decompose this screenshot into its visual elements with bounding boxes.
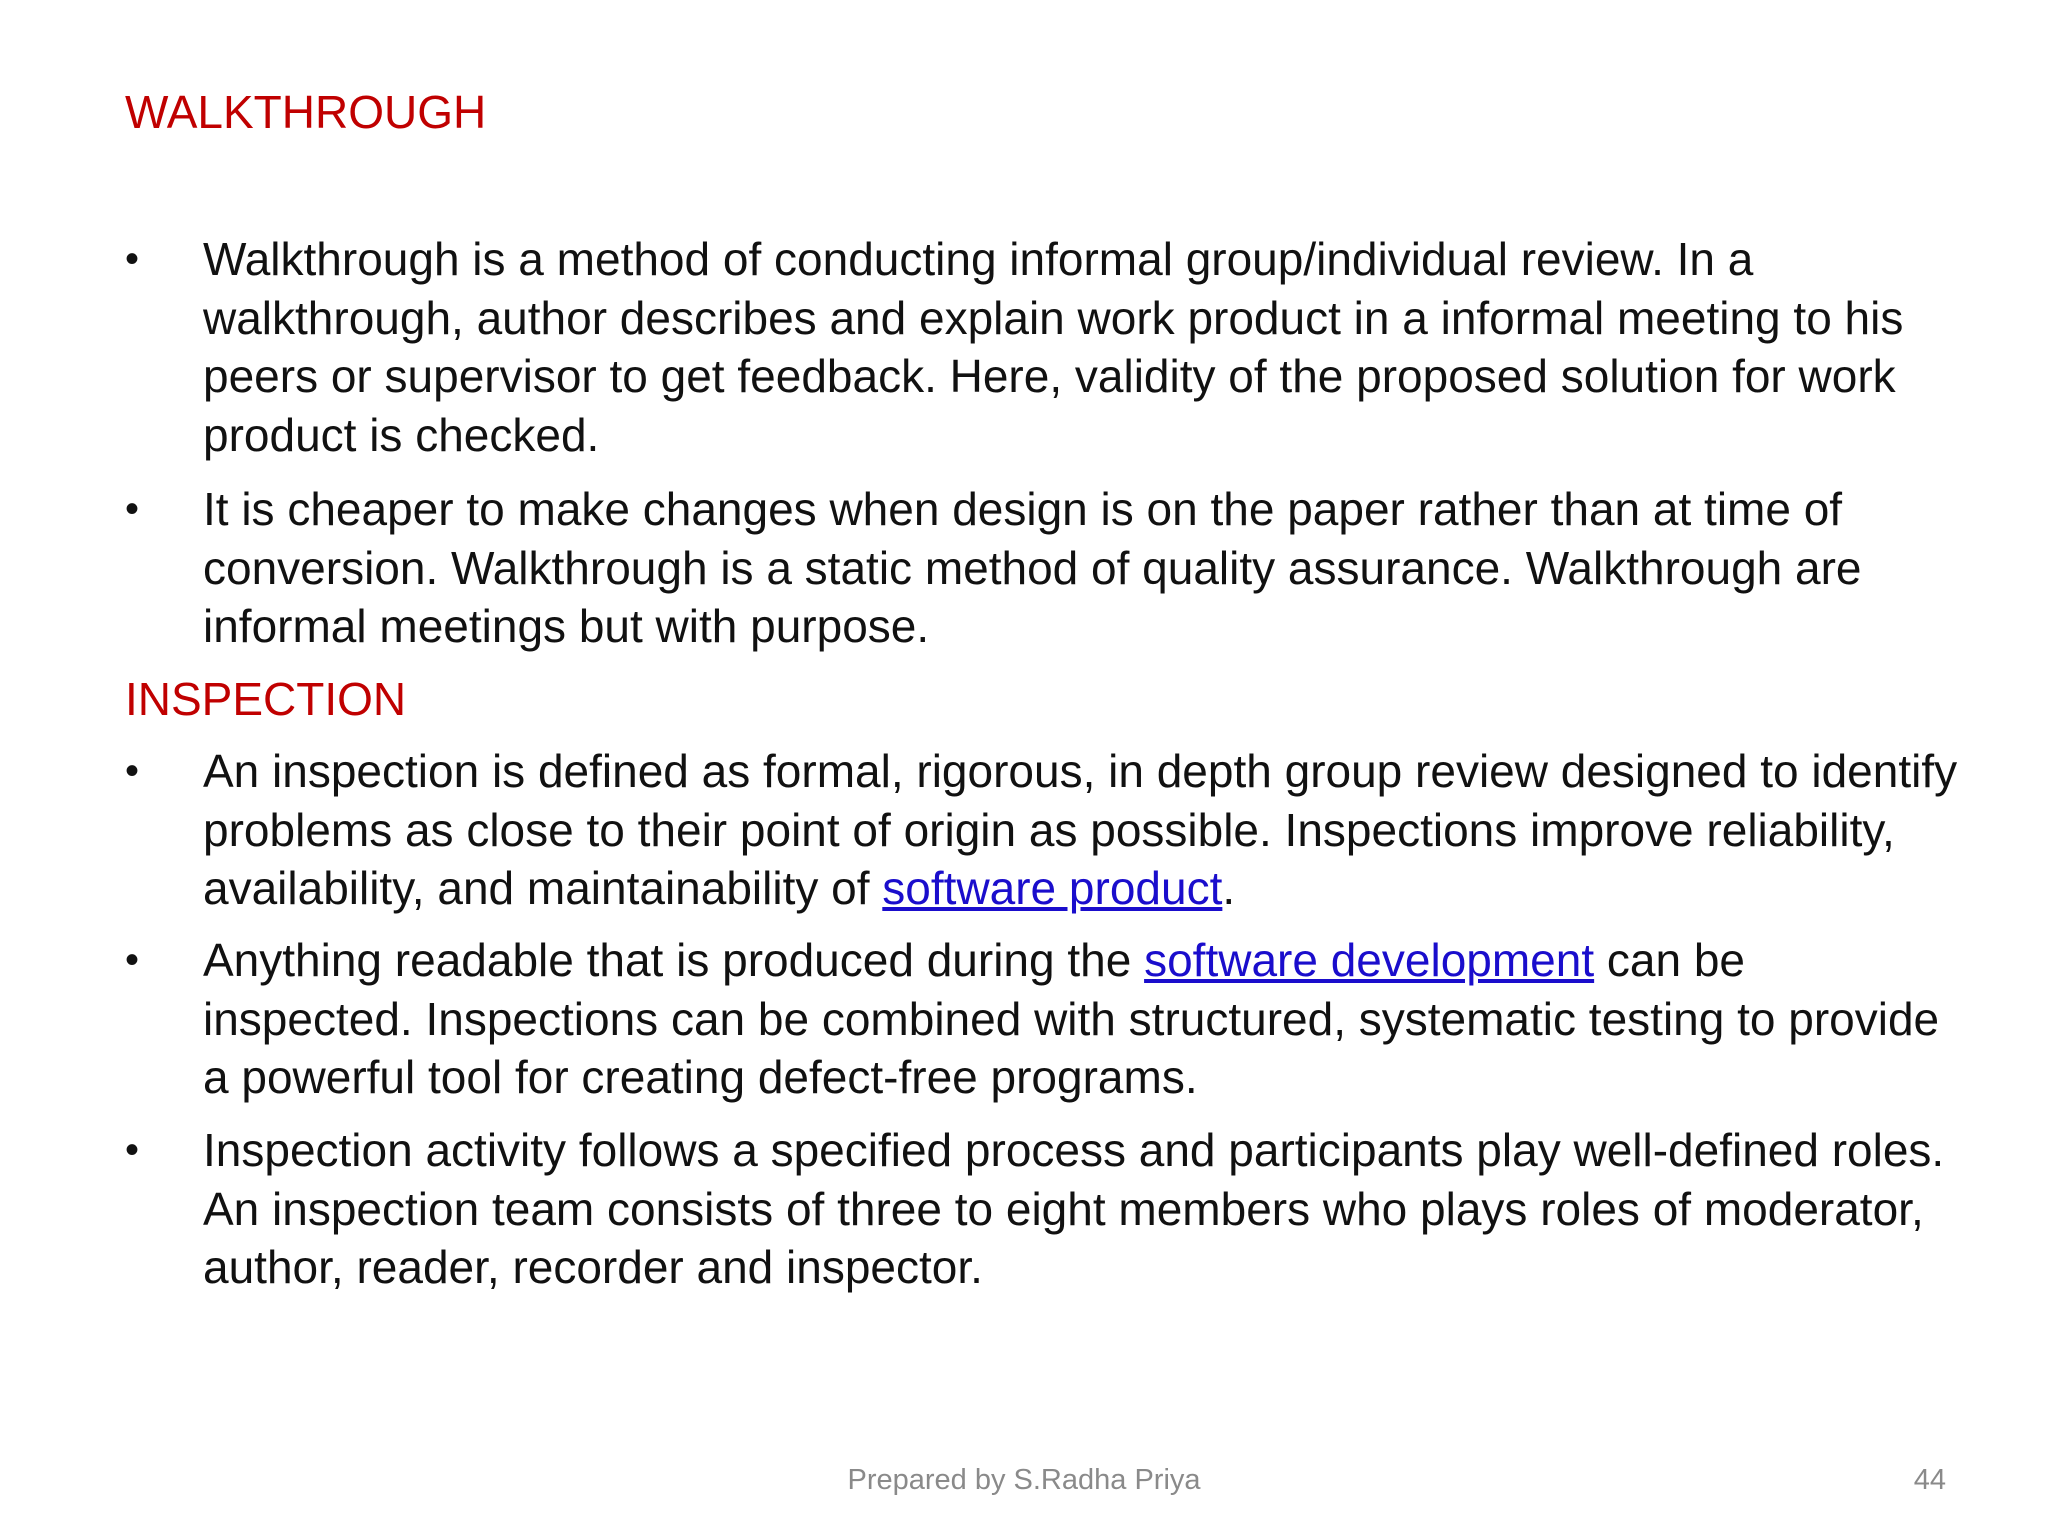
bullet-text-before-link: Anything readable that is produced during the [203,934,1145,986]
inspection-bullet-3 [125,1121,1985,1297]
walkthrough-bullet-1 [125,230,1985,464]
walkthrough-heading: WALKTHROUGH [125,86,487,138]
inspection-heading: INSPECTION [125,673,407,725]
bullet-dot-icon: • [125,487,140,531]
bullet-text: It is cheaper to make changes when design is on the paper rather than at time of conversion. Walkthrough is a static method of quality assurance. Walkthrough are informal meetings but with purpose. [203,483,1862,652]
bullet-text-before-link: An inspection is defined as formal, rigorous, in depth group review designed to identify problems as close to their point of origin as possible. Inspections improve reliability, availability, and maintainability of [203,745,1958,914]
bullet-text-after-link: . [1222,862,1236,914]
bullet-text [203,742,1963,918]
bullet-text-after-link: can be inspected. Inspections can be combined with structured, systematic testing to provide a powerful tool for creating defect-free programs. [203,934,1940,1103]
walkthrough-bullet-2 [125,480,1985,656]
software-product-link[interactable]: software product [882,862,1223,914]
bullet-text: Walkthrough is a method of conducting informal group/individual review. In a walkthrough, author describes and explain work product in a informal meeting to his peers or supervisor to get feedback. Here, validity of the proposed solution for work product is checked. [203,233,1904,461]
bullet-dot-icon: • [125,938,140,982]
bullet-dot-icon: • [125,749,140,793]
bullet-dot-icon: • [125,237,140,281]
bullet-dot-icon: • [125,1128,140,1172]
software-development-link[interactable]: software development [1144,934,1595,986]
inspection-bullet-1 [125,742,1985,918]
inspection-bullet-2 [125,931,1985,1107]
bullet-text [203,931,1963,1107]
page-number: 44 [1913,1464,1946,1496]
bullet-text: Inspection activity follows a specified process and participants play well-defined roles. An inspection team consists of three to eight members who plays roles of moderator, author, reader, recorder and inspector. [203,1124,1945,1293]
footer-author: Prepared by S.Radha Priya [847,1464,1201,1496]
